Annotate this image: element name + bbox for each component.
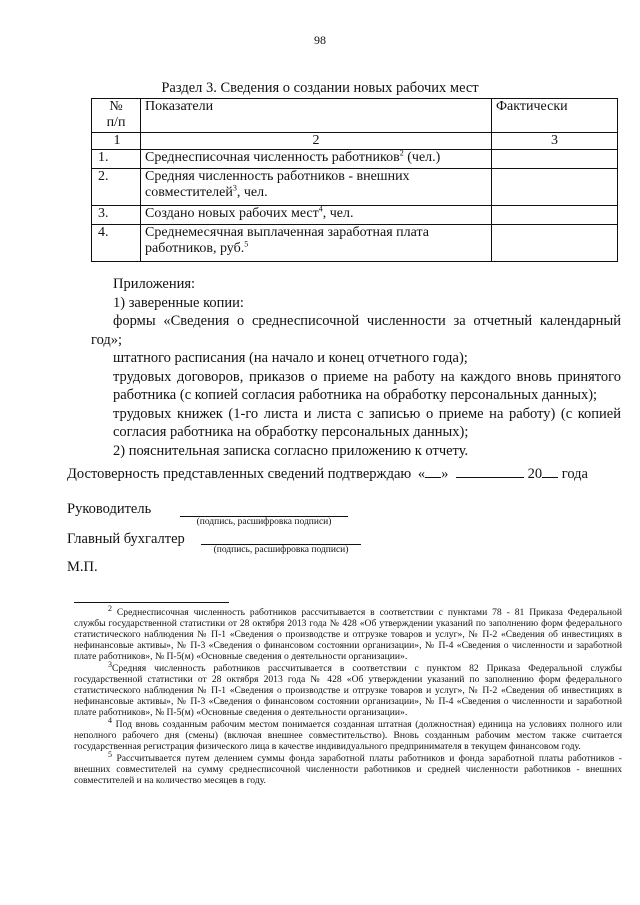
footnote-text: Под вновь созданным рабочим местом понимается созданная штатная (должностная) единица на условиях полного или неполного рабочего дня (смены) (включая внешнее совместительство). Вновь созданным рабочим местом также считается государственная регистрация физического лица в качестве индивидуального предпринимателя в текущем финансовом году. bbox=[74, 719, 622, 752]
row-value bbox=[492, 206, 618, 225]
header-num-line2: п/п bbox=[106, 115, 126, 130]
head-label: Руководитель bbox=[67, 501, 152, 517]
footnote-mark: 4 bbox=[108, 715, 112, 725]
row-value bbox=[492, 225, 618, 262]
year-suffix: года bbox=[561, 466, 588, 482]
row-num: 3. bbox=[92, 206, 141, 225]
day-blank bbox=[425, 477, 441, 478]
attachment-item-2: 2) пояснительная записка согласно приложению к отчету. bbox=[113, 442, 469, 459]
footnote-mark: 2 bbox=[108, 603, 112, 613]
row-value bbox=[492, 150, 618, 169]
col-number-2: 2 bbox=[141, 133, 492, 150]
footnote-ref: 3 bbox=[232, 183, 237, 193]
attachment-forms-line1: формы «Сведения о среднесписочной численности за отчетный календарный bbox=[113, 313, 621, 329]
attachment-forms-line2: год»; bbox=[91, 331, 123, 348]
row-label-text: Среднесписочная численность работников bbox=[145, 150, 400, 165]
col-number-1: 1 bbox=[92, 133, 141, 150]
header-indicator: Показатели bbox=[141, 99, 492, 133]
footnote-ref: 5 bbox=[244, 239, 249, 249]
page-number: 98 bbox=[314, 33, 326, 47]
footnote-ref: 2 bbox=[399, 148, 404, 158]
col-number-3: 3 bbox=[492, 133, 618, 150]
table-row bbox=[92, 169, 618, 206]
accountant-label: Главный бухгалтер bbox=[67, 531, 185, 547]
row-label bbox=[141, 206, 492, 225]
header-num-line1: № bbox=[109, 99, 123, 114]
row-label-text: Среднемесячная выплаченная заработная плата работников, руб. bbox=[145, 225, 429, 256]
attachment-staff: штатного расписания (на начало и конец отчетного года); bbox=[113, 350, 468, 366]
attachment-item-1: 1) заверенные копии: bbox=[113, 294, 244, 311]
attachment-contracts-line2: работника (с копией согласия работника на обработку персональных данных); bbox=[113, 387, 598, 403]
year-blank bbox=[542, 477, 558, 478]
stamp-placeholder: М.П. bbox=[67, 559, 98, 575]
confirmation-text: Достоверность представленных сведений подтверждаю bbox=[67, 466, 412, 482]
footnote-3 bbox=[74, 659, 622, 718]
attachment-books-line1: трудовых книжек (1-го листа и листа с записью о приеме на работу) (с копией bbox=[113, 405, 621, 422]
section-title: Раздел 3. Сведения о создании новых рабочих мест bbox=[161, 80, 479, 96]
row-label bbox=[141, 225, 492, 262]
head-caption: (подпись, расшифровка подписи) bbox=[196, 517, 332, 527]
row-num: 1. bbox=[92, 150, 141, 169]
attachment-contracts-line1: трудовых договоров, приказов о приеме на работу на каждого вновь принятого bbox=[113, 368, 621, 385]
attachments-block bbox=[91, 275, 621, 460]
year-prefix: 20 bbox=[527, 466, 543, 482]
accountant-caption: (подпись, расшифровка подписи) bbox=[213, 545, 349, 555]
row-label-unit: (чел.) bbox=[403, 150, 441, 165]
confirmation-line bbox=[67, 466, 627, 483]
footnote-5 bbox=[74, 749, 622, 786]
footnote-ref: 4 bbox=[318, 204, 323, 214]
footnote-text: Средняя численность работников рассчитывается в соответствии с пунктом 82 Приказа Федеральной службы государственной статистики от 28 октября 2013 года № 428 «Об утверждении указаний по заполнению форм федерального статистического наблюдения № П-1 «Сведения о производстве и отгрузке товаров и услуг», № П-2 «Сведения об инвестициях в нефинансовые активы», № П-3 «Сведения о финансовом состоянии организации», № П-4 «Сведения о численности и заработной плате работников», № П-5(м) «Основные сведения о деятельности организации». bbox=[74, 663, 622, 718]
footnote-2 bbox=[74, 603, 622, 662]
footnote-mark: 3 bbox=[108, 659, 112, 669]
quote-open: « bbox=[417, 466, 426, 482]
table-row bbox=[92, 225, 618, 262]
row-label bbox=[141, 150, 492, 169]
footnote-text: Рассчитывается путем делением суммы фонда заработной платы работников и фонда заработной платы работников - внешних совместителей на сумму среднесписочной численности работников и средней численности работников - внешних совместителей и на количество месяцев в году. bbox=[74, 753, 622, 786]
footnote-text: Среднесписочная численность работников рассчитывается в соответствии с пунктами 78 - 81 Приказа Федеральной службы государственной статистики от 28 октября 2013 года № 428 «Об утверждении указаний по заполнению форм федерального статистического наблюдения № П-1 «Сведения о производстве и отгрузке товаров и услуг», № П-2 «Сведения об инвестициях в нефинансовые активы», № П-3 «Сведения о финансовом состоянии организации», № П-4 «Сведения о численности и заработной плате работников», № П-5(м) «Основные сведения о деятельности организации». bbox=[74, 607, 622, 662]
row-label-unit: , чел. bbox=[236, 185, 268, 200]
table-row bbox=[92, 206, 618, 225]
row-value bbox=[492, 169, 618, 206]
month-blank bbox=[456, 477, 524, 478]
row-num: 4. bbox=[92, 225, 141, 262]
quote-close: » bbox=[441, 466, 449, 482]
column-number-row bbox=[92, 133, 618, 150]
footnote-mark: 5 bbox=[108, 749, 112, 759]
table-header-row bbox=[92, 99, 618, 133]
header-actual: Фактически bbox=[492, 99, 618, 133]
row-num: 2. bbox=[92, 169, 141, 206]
attachments-heading: Приложения: bbox=[113, 276, 196, 292]
footnotes bbox=[74, 603, 622, 786]
new-jobs-table bbox=[91, 98, 618, 262]
table-row bbox=[92, 150, 618, 169]
row-label-unit: , чел. bbox=[322, 206, 354, 221]
footnote-4 bbox=[74, 715, 622, 752]
footnote-separator bbox=[74, 602, 229, 603]
header-num bbox=[92, 99, 141, 133]
row-label-text: Средняя численность работников - внешних совместителей bbox=[145, 169, 410, 200]
row-label-text: Создано новых рабочих мест bbox=[145, 206, 319, 221]
row-label bbox=[141, 169, 492, 206]
attachment-books-line2: согласия работника на обработку персональных данных); bbox=[113, 424, 469, 440]
